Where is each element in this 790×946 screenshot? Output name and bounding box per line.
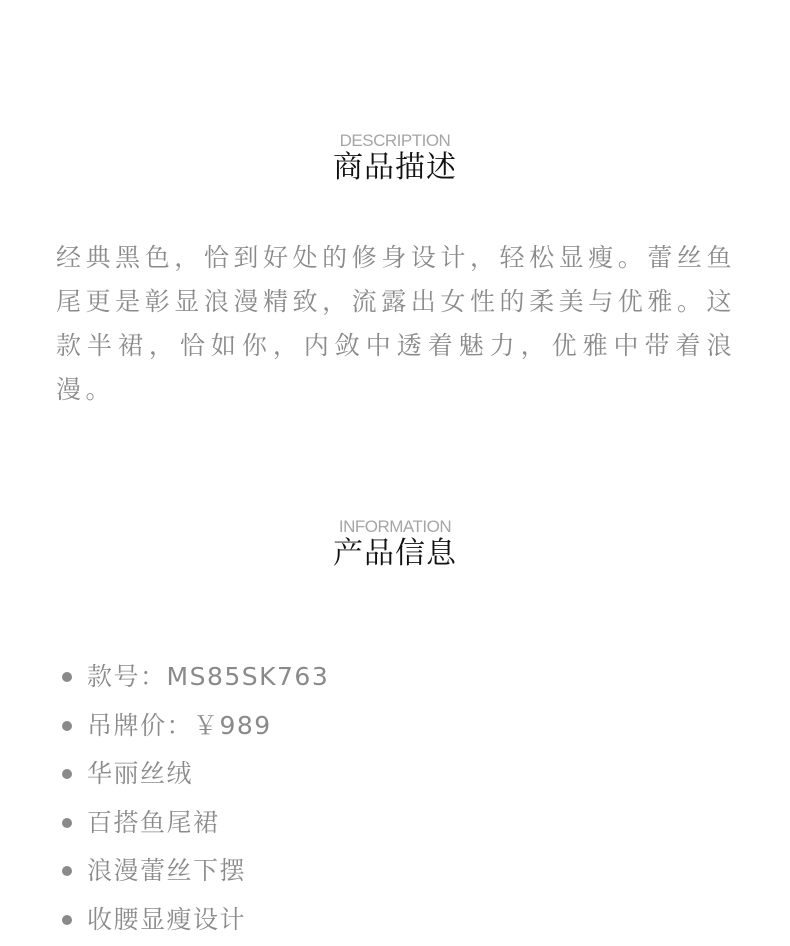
info-item-material: [60, 750, 329, 799]
bullet-dot-icon: [62, 818, 72, 828]
bullet-dot-icon: [62, 915, 72, 925]
info-item-style-number: [60, 653, 329, 702]
product-info-list: [60, 653, 329, 944]
info-item-style: [60, 799, 329, 848]
bullet-dot-icon: [62, 769, 72, 779]
info-item-label: 浪漫蕾丝下摆: [87, 856, 247, 885]
info-item-label: 吊牌价：￥989: [87, 710, 272, 740]
bullet-dot-icon: [62, 672, 72, 682]
bullet-dot-icon: [62, 721, 72, 731]
description-header: [0, 132, 790, 186]
information-eyebrow: INFORMATION: [338, 517, 452, 536]
info-item-label: 收腰显瘦设计: [87, 904, 247, 934]
bullet-dot-icon: [62, 866, 72, 876]
description-eyebrow: DESCRIPTION: [339, 131, 451, 150]
description-body: 经典黑色，恰到好处的修身设计，轻松显瘦。蕾丝鱼尾更是彰显浪漫精致，流露出女性的柔美与优雅。这款半裙，恰如你，内敛中透着魅力，优雅中带着浪漫。: [56, 243, 736, 404]
information-header: [0, 518, 790, 572]
info-item-hem: [60, 847, 329, 896]
info-item-tag-price: [60, 702, 329, 751]
info-item-waist: [60, 896, 329, 945]
info-item-label: 款号：MS85SK763: [87, 662, 330, 691]
description-title: 商品描述: [333, 150, 457, 185]
info-item-label: 华丽丝绒: [87, 759, 194, 788]
info-item-label: 百搭鱼尾裙: [87, 807, 220, 837]
information-title: 产品信息: [333, 536, 457, 571]
